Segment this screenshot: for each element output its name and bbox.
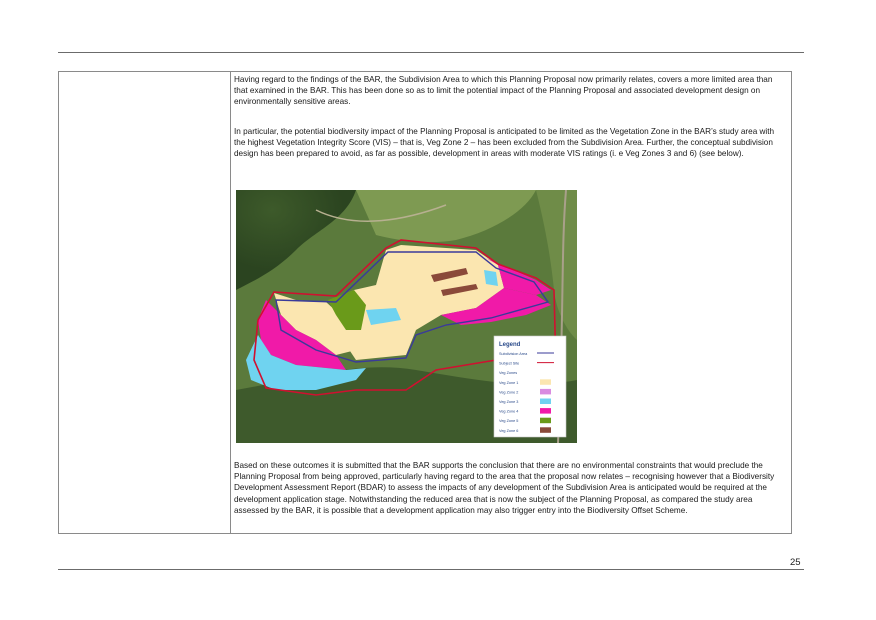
page-number: 25 <box>790 557 801 568</box>
legend-label: Veg Zone 6 <box>499 428 519 433</box>
legend-color-swatch <box>540 379 551 385</box>
legend-color-swatch <box>540 408 551 414</box>
paragraph-3: Based on these outcomes it is submitted that the BAR supports the conclusion that there are no environmental constraints that would preclude the Planning Proposal from being approved, particularly having regard to the area that the proposal now relates – recognising however that a Biodiversity Development Assessment Report (BDAR) to assess the impacts of any development of the Subdivision Area is anticipated would be required at the development application stage. Notwithstanding the reduced area that is now the subject of the Planning Proposal, as compared the study area assessed by the BAR, it is possible that a development application may also trigger entry into the Biodiversity Offset Scheme. <box>234 461 775 515</box>
legend-label: Veg Zones <box>499 371 518 376</box>
legend-label: Subdivision Area <box>499 352 528 356</box>
legend-label: Veg Zone 5 <box>499 419 519 424</box>
header-rule <box>58 52 804 53</box>
legend-color-swatch <box>540 418 551 424</box>
legend-label: Veg Zone 1 <box>499 380 519 385</box>
legend-color-swatch <box>540 399 551 405</box>
legend-label: Subject Site <box>499 361 520 366</box>
legend-color-swatch <box>540 427 551 433</box>
veg-zone-map <box>236 190 577 443</box>
legend-color-swatch <box>540 389 551 395</box>
legend-title: Legend <box>499 342 521 348</box>
footer-rule <box>58 569 804 570</box>
paragraph-2: In particular, the potential biodiversity impact of the Planning Proposal is anticipated to be limited as the Vegetation Zone in the BAR’s study area with the highest Vegetation Integrity Score (VIS) – that is, Veg Zone 2 – has been excluded from the Subdivision Area. Further, the conceptual subdivision design has been prepared to avoid, as far as possible, development in areas with moderate VIS ratings (i. e Veg Zones 3 and 6) (see below). <box>234 127 775 159</box>
legend-label: Veg Zone 3 <box>499 400 519 404</box>
legend-label: Veg Zone 4 <box>499 409 519 414</box>
table-left-column <box>59 72 231 533</box>
paragraph-1: Having regard to the findings of the BAR, the Subdivision Area to which this Planning Proposal now primarily relates, covers a more limited area than that examined in the BAR. This has been done so as to limit the potential impact of the Planning Proposal and associated development design on environmentally sensitive areas. <box>234 75 773 107</box>
legend-label: Veg Zone 2 <box>499 390 519 395</box>
veg-zone-3-east <box>484 270 498 286</box>
